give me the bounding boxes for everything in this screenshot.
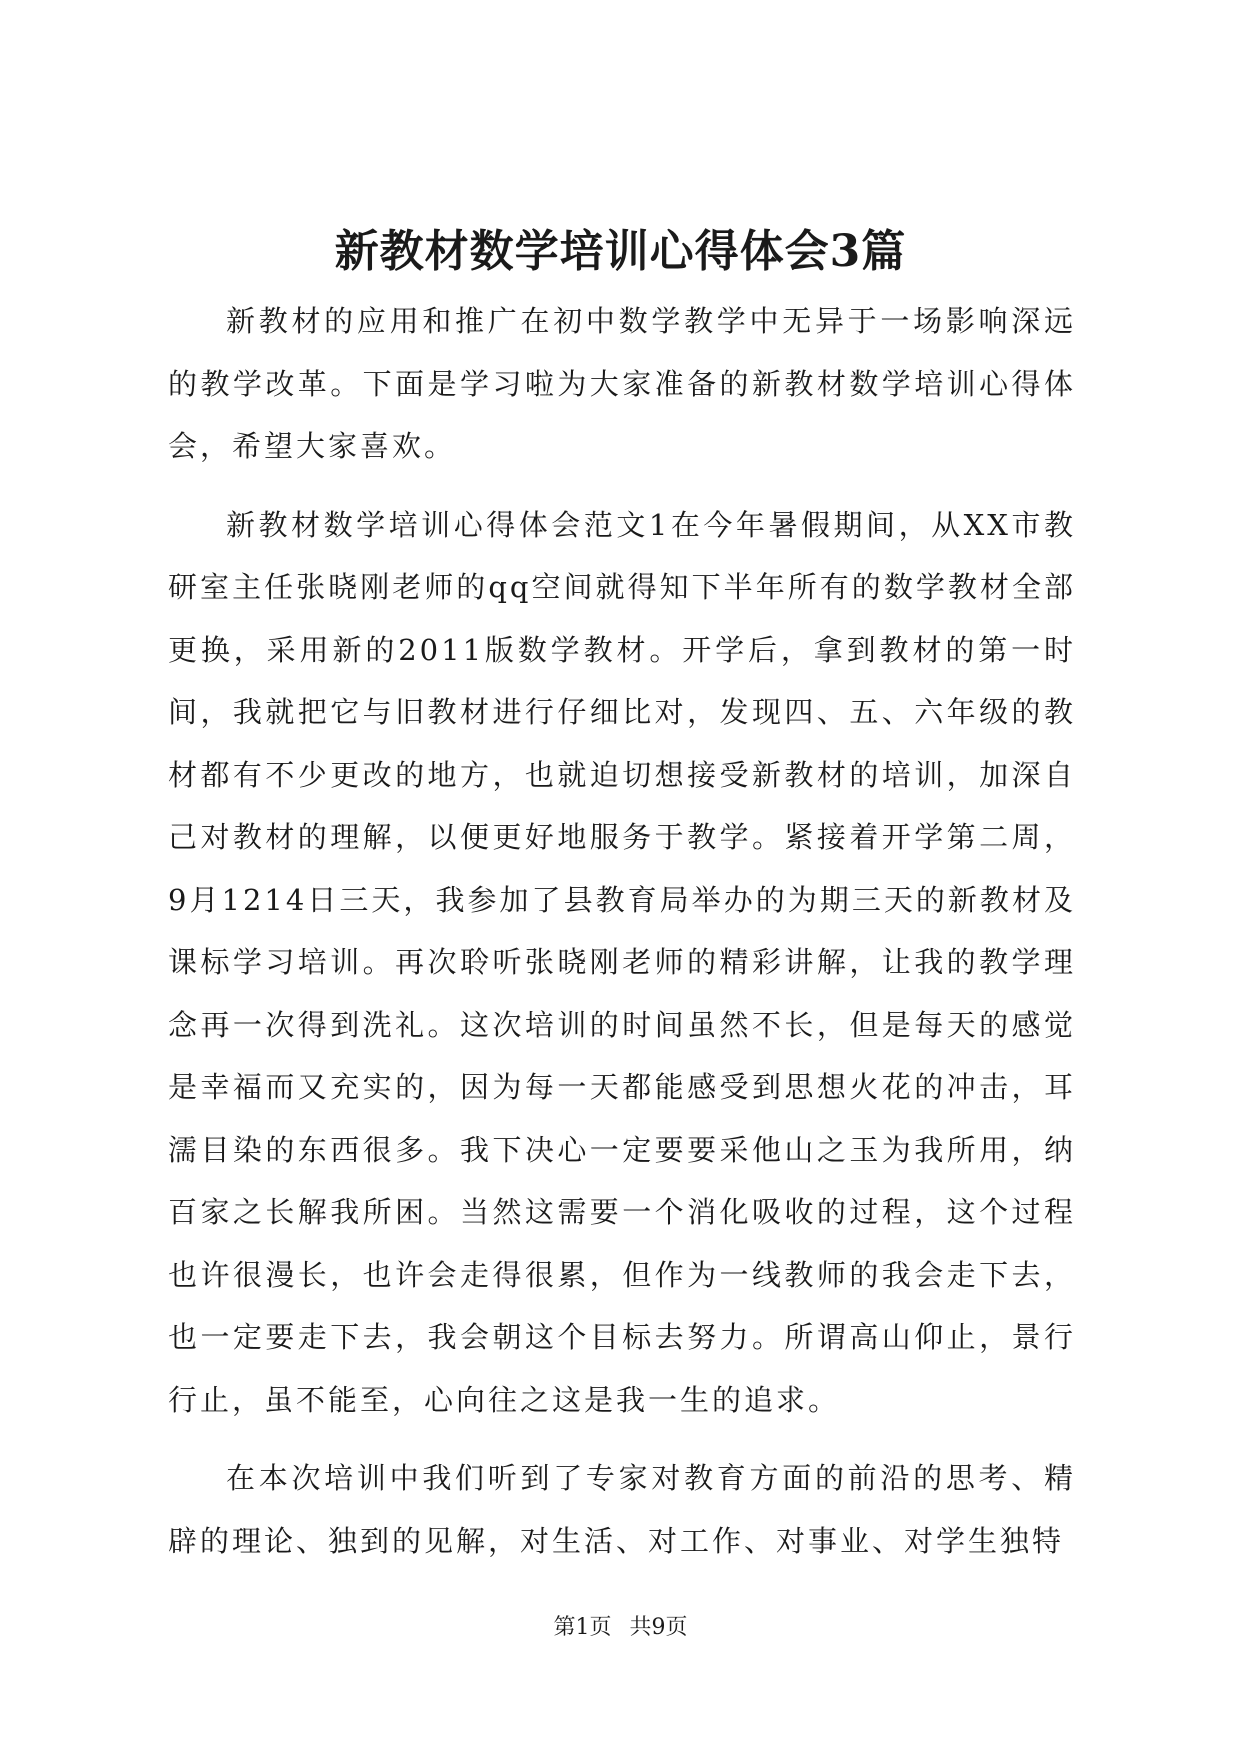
page-number: 第1页	[553, 1615, 612, 1640]
paragraph-training: 在本次培训中我们听到了专家对教育方面的前沿的思考、精辟的理论、独到的见解，对生活、对工作、对事业、对学生独特	[168, 1461, 1076, 1558]
document-title: 新教材数学培训心得体会3篇	[334, 226, 907, 277]
paragraph-essay-1: 新教材数学培训心得体会范文1在今年暑假期间，从XX市教研室主任张晓刚老师的qq空间就得知下半年所有的数学教材全部更换，采用新的2011版数学教材。开学后，拿到教材的第一时间，我就把它与旧教材进行仔细比对，发现四、五、六年级的教材都有不少更改的地方，也就迫切想接受新教材的培训，加深自己对教材的理解，以便更好地服务于教学。紧接着开学第二周，9月1214日三天，我参加了县教育局举办的为期三天的新教材及课标学习培训。再次聆听张晓刚老师的精彩讲解，让我的教学理念再一次得到洗礼。这次培训的时间虽然不长，但是每天的感觉是幸福而又充实的，因为每一天都能感受到思想火花的冲击，耳濡目染的东西很多。我下决心一定要要采他山之玉为我所用，纳百家之长解我所困。当然这需要一个消化吸收的过程，这个过程也许很漫长，也许会走得很累，但作为一线教师的我会走下去，也一定要走下去，我会朝这个目标去努力。所谓高山仰止，景行行止，虽不能至，心向往之这是我一生的追求。	[168, 507, 1076, 1417]
paragraph-intro: 新教材的应用和推广在初中数学教学中无异于一场影响深远的教学改革。下面是学习啦为大家准备的新教材数学培训心得体会，希望大家喜欢。	[168, 304, 1076, 463]
page-footer	[0, 1613, 1241, 1643]
page-total: 共9页	[629, 1615, 688, 1640]
document-body	[168, 290, 1076, 1588]
